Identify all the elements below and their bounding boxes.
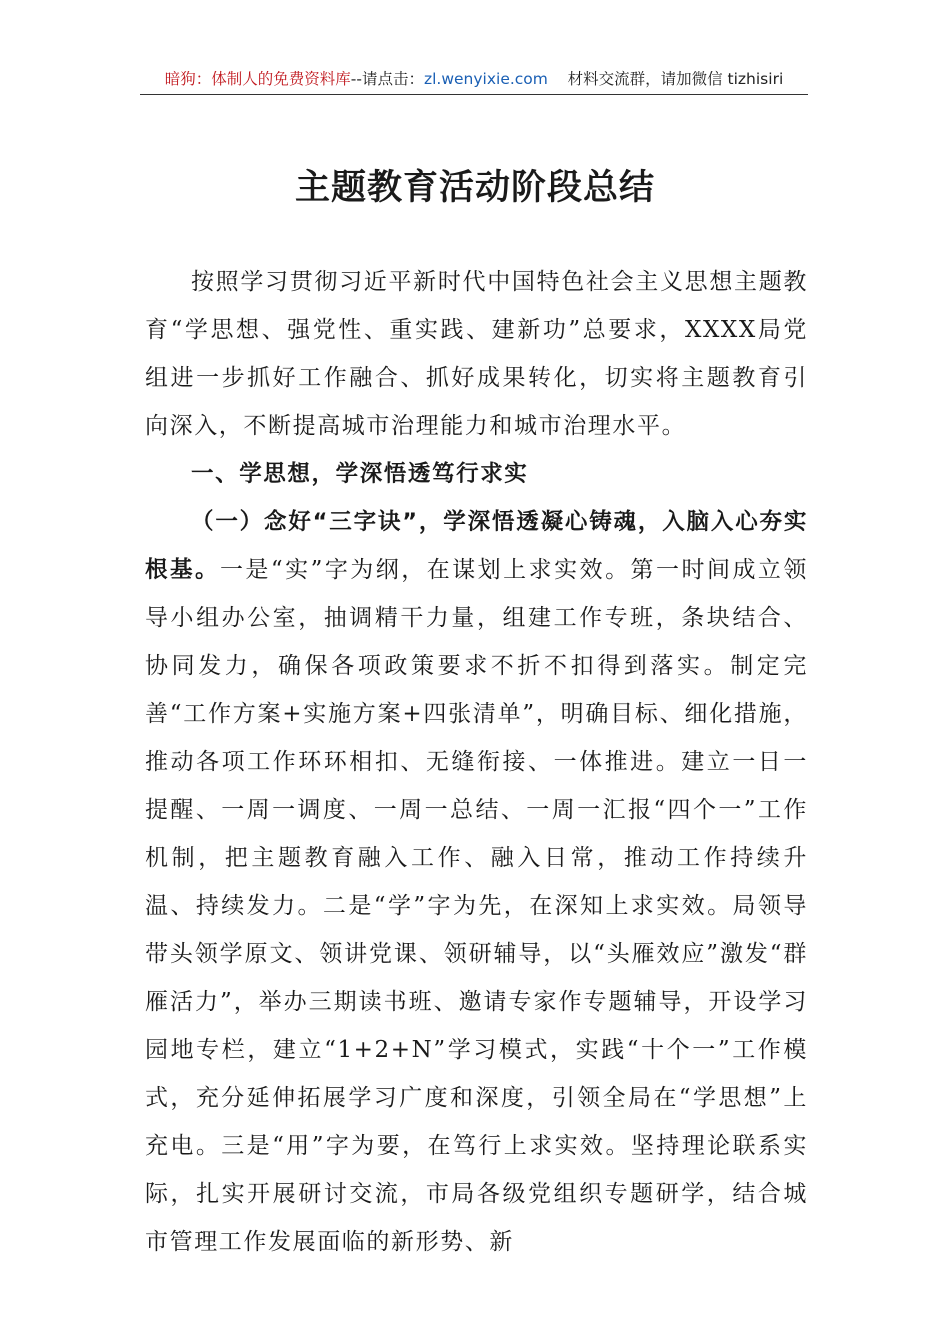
site-name[interactable]: 暗狗：体制人的免费资料库	[164, 70, 351, 88]
subsection-paragraph	[145, 498, 808, 1266]
page-header	[140, 64, 808, 95]
document-title: 主题教育活动阶段总结	[294, 167, 655, 208]
section-heading	[145, 450, 808, 498]
section1-heading: 一、学思想，学深悟透笃行求实	[191, 461, 529, 487]
subsection1-body: 一是“实”字为纲，在谋划上求实效。第一时间成立领导小组办公室，抽调精干力量，组建工作专班，条块结合、协同发力，确保各项政策要求不折不扣得到落实。制定完善“工作方案+实施方案+四张清单”，明确目标、细化措施，推动各项工作环环相扣、无缝衔接、一体推进。建立一日一提醒、一周一调度、一周一总结、一周一汇报“四个一”工作机制，把主题教育融入工作、融入日常，推动工作持续升温、持续发力。二是“学”字为先，在深知上求实效。局领导带头领学原文、领讲党课、领研辅导，以“头雁效应”激发“群雁活力”，举办三期读书班、邀请专家作专题辅导，开设学习园地专栏，建立“1+2+N”学习模式，实践“十个一”工作模式，充分延伸拓展学习广度和深度，引领全局在“学思想”上充电。三是“用”字为要，在笃行上求实效。坚持理论联系实际，扎实开展研讨交流，市局各级党组织专题研学，结合城市管理工作发展面临的新形势、新	[145, 557, 808, 1255]
click-prompt: --请点击：	[350, 70, 424, 88]
group-info: 材料交流群，请加微信 tizhisiri	[567, 70, 784, 88]
document-body	[145, 258, 808, 1266]
site-url-link[interactable]: zl.wenyixie.com	[423, 70, 548, 88]
intro-paragraph: 按照学习贯彻习近平新时代中国特色社会主义思想主题教育“学思想、强党性、重实践、建新功”总要求，XXXX局党组进一步抓好工作融合、抓好成果转化，切实将主题教育引向深入，不断提高城市治理能力和城市治理水平。	[145, 269, 808, 439]
subsection1-heading: （一）念好“三字诀”，学深悟透凝心铸魂，入脑入心夯实根基。	[145, 509, 808, 583]
